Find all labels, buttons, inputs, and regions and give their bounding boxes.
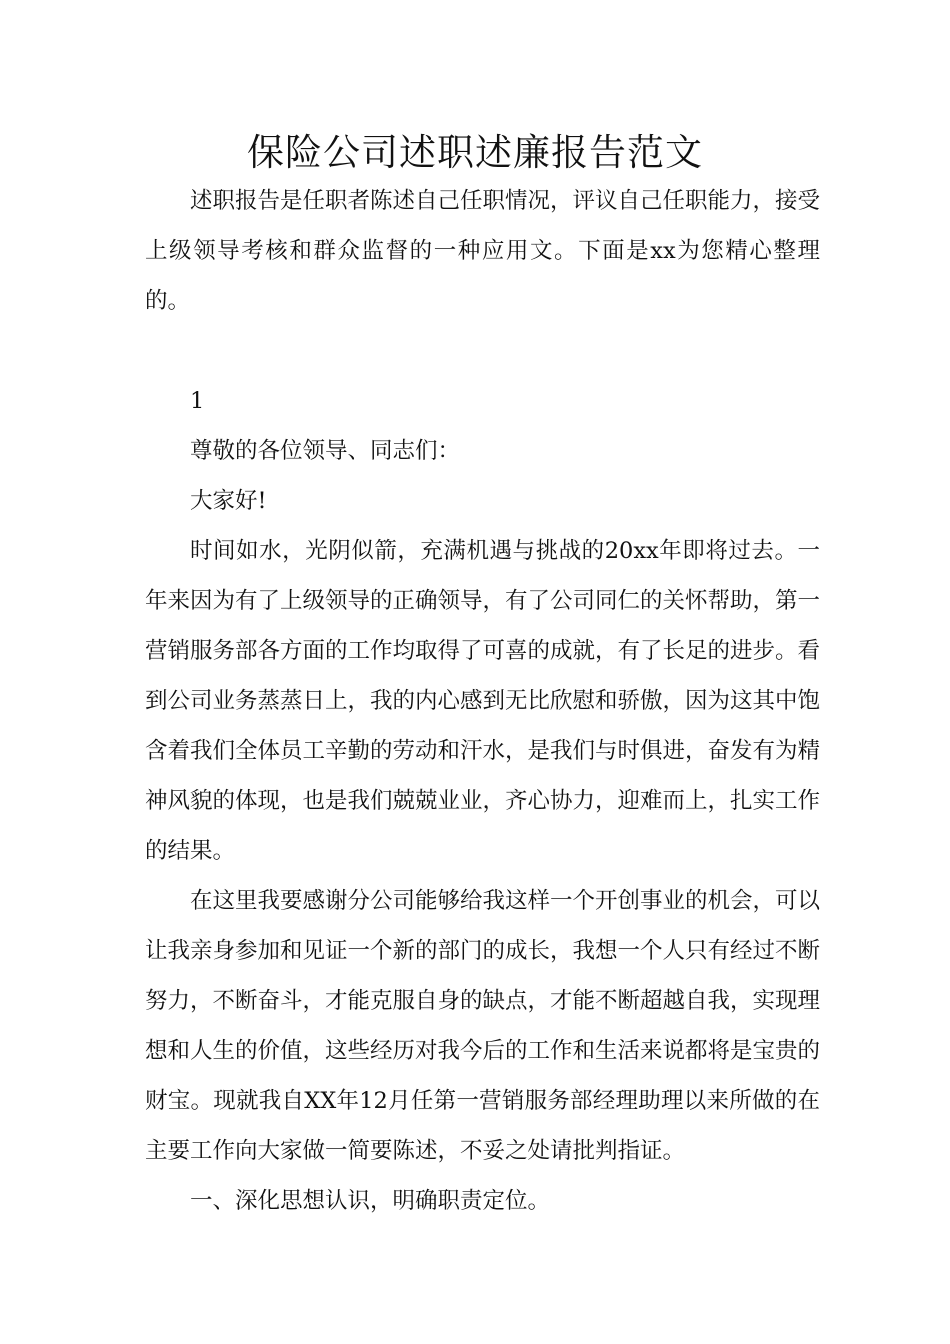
document-body [145, 176, 820, 1226]
greeting: 大家好! [190, 488, 267, 514]
salutation: 尊敬的各位领导、同志们： [190, 438, 461, 464]
document-title: 保险公司述职述廉报告范文 [247, 131, 703, 174]
body-paragraph-year-review: 时间如水，光阴似箭，充满机遇与挑战的20xx年即将过去。一年来因为有了上级领导的正确领导，有了公司同仁的关怀帮助，第一营销服务部各方面的工作均取得了可喜的成就，有了长足的进步。看到公司业务蒸蒸日上，我的内心感到无比欣慰和骄傲，因为这其中饱含着我们全体员工辛勤的劳动和汗水，是我们与时俱进，奋发有为精神风貌的体现，也是我们兢兢业业，齐心协力，迎难而上，扎实工作的结果。 [145, 538, 821, 864]
intro-paragraph: 述职报告是任职者陈述自己任职情况，评议自己任职能力，接受上级领导考核和群众监督的一种应用文。下面是xx为您精心整理的。 [145, 188, 821, 314]
section-number: 1 [190, 388, 205, 414]
section-heading-1: 一、深化思想认识，明确职责定位。 [190, 1188, 551, 1214]
body-paragraph-thanks: 在这里我要感谢分公司能够给我这样一个开创事业的机会，可以让我亲身参加和见证一个新的部门的成长，我想一个人只有经过不断努力，不断奋斗，才能克服自身的缺点，才能不断超越自我，实现理想和人生的价值，这些经历对我今后的工作和生活来说都将是宝贵的财宝。现就我自XX年12月任第一营销服务部经理助理以来所做的在主要工作向大家做一简要陈述，不妥之处请批判指证。 [145, 888, 821, 1164]
paragraph-gap [145, 326, 820, 376]
